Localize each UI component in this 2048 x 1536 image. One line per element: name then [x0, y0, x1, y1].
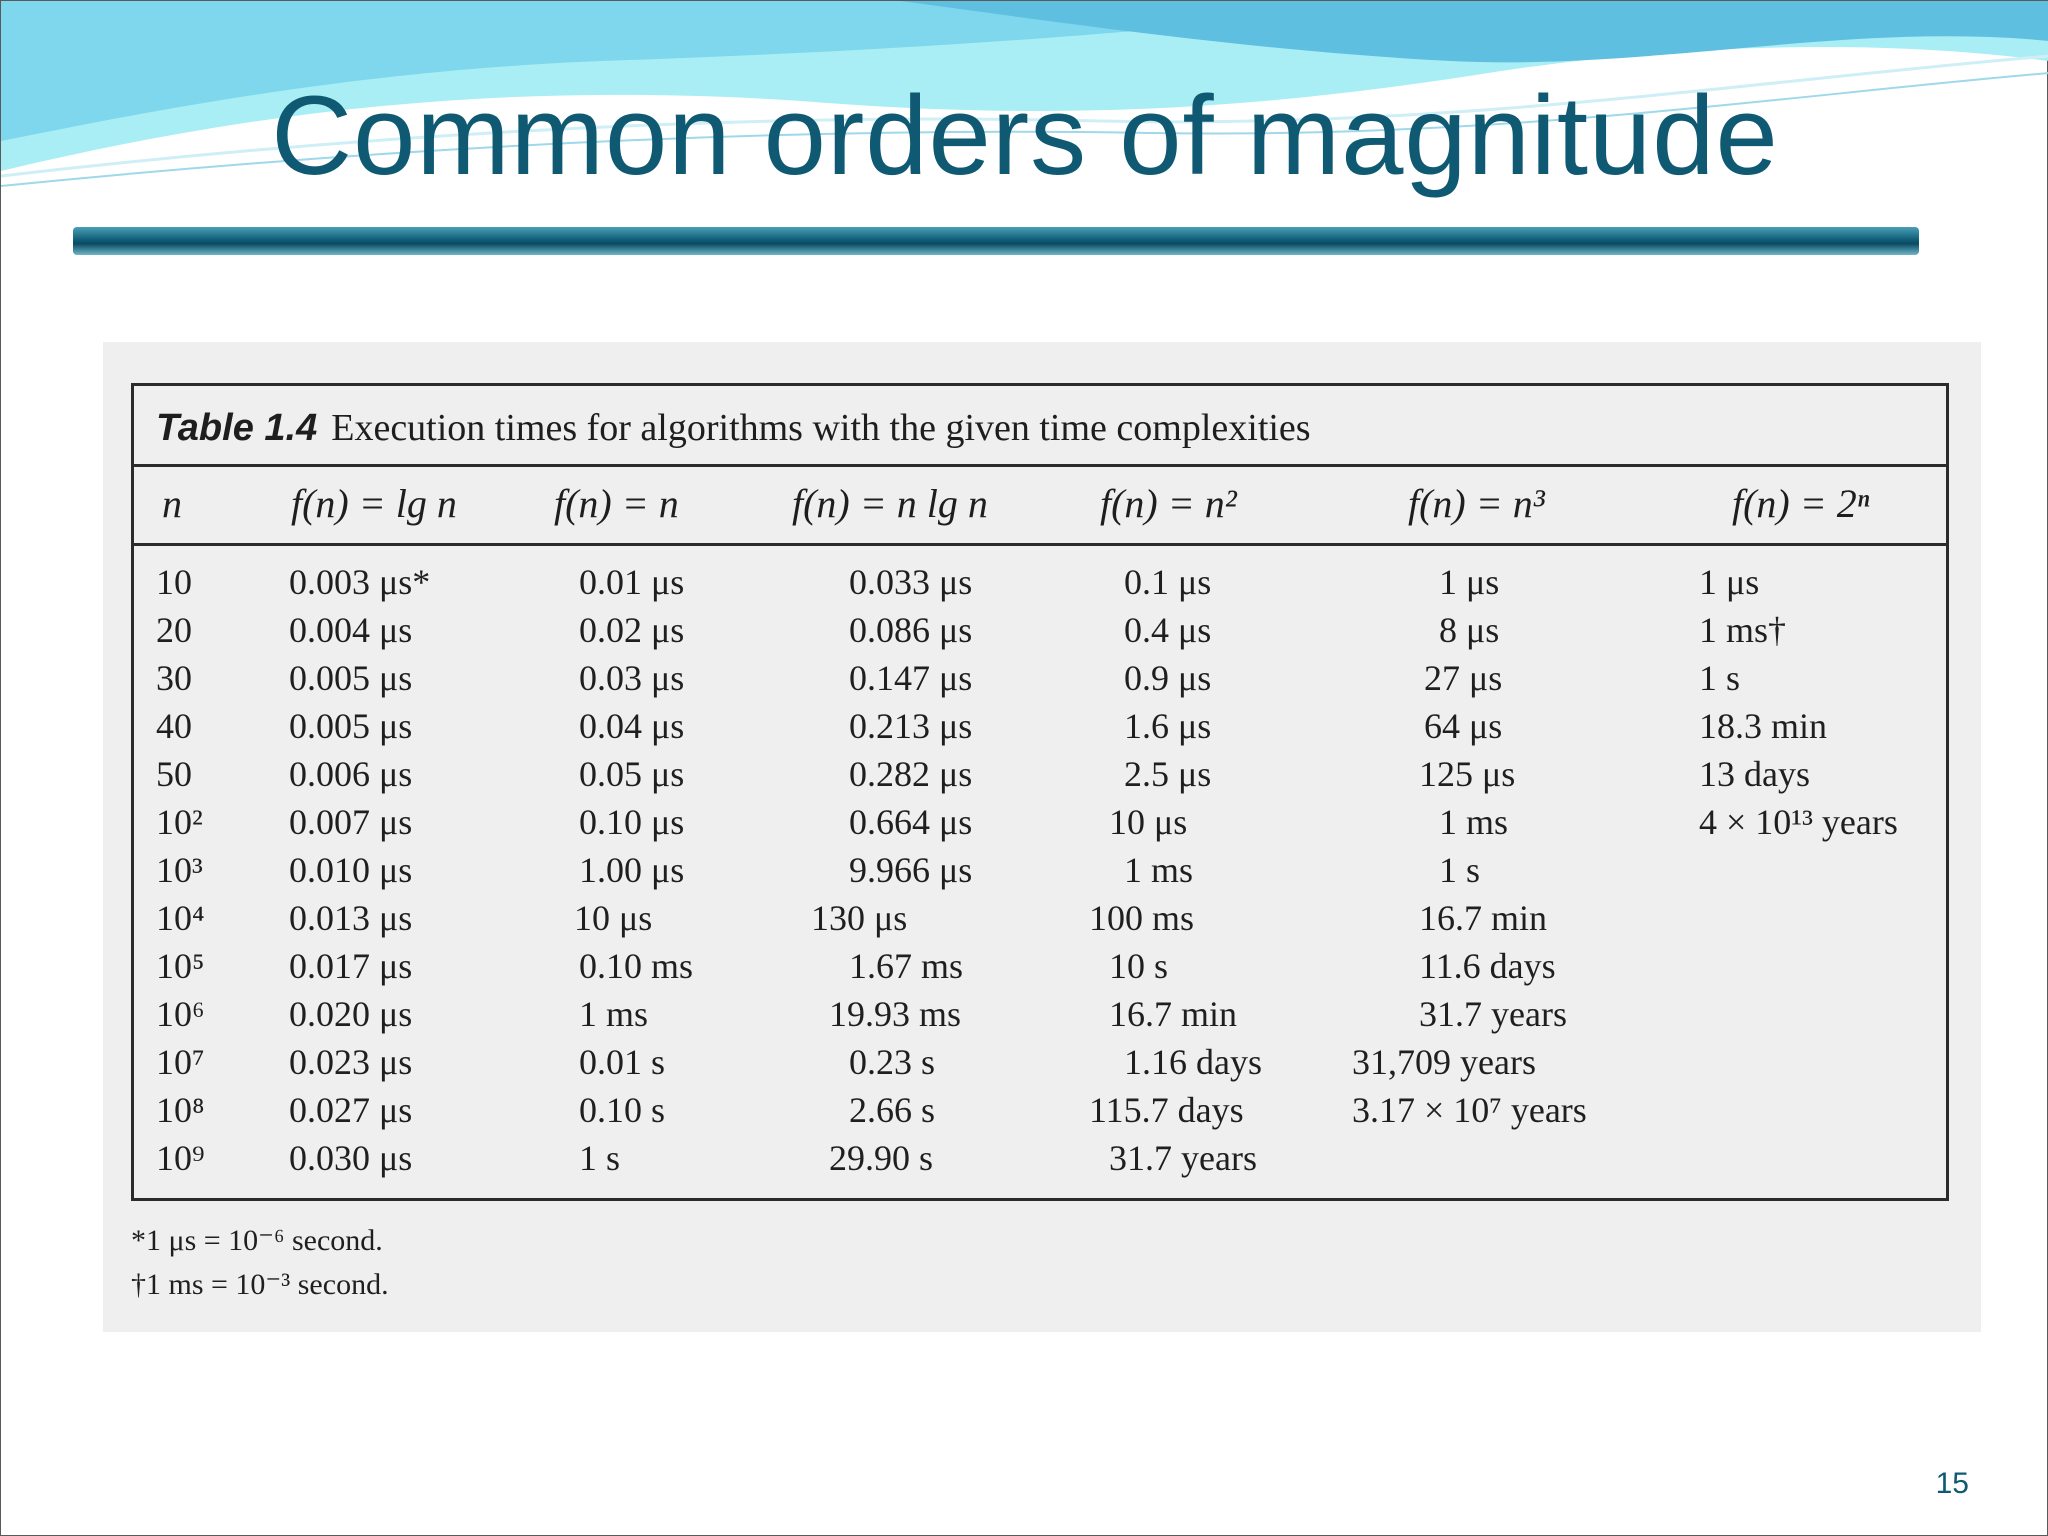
cell-n: 10 [156, 562, 192, 602]
cell-nlgn: 0.23 s [849, 1042, 936, 1082]
table-caption-text: Execution times for algorithms with the given time complexities [331, 407, 1311, 449]
cell-n3: 64 μs [1424, 706, 1503, 746]
cell-lgn: 0.030 μs [289, 1138, 413, 1178]
cell-n3: 8 μs [1439, 610, 1500, 650]
table-row [134, 894, 1946, 942]
cell-2n: 13 days [1699, 754, 1810, 794]
table-label: Table 1.4 [156, 407, 318, 449]
cell-n-linear: 0.02 μs [579, 610, 685, 650]
cell-n: 40 [156, 706, 192, 746]
cell-2n: 1 ms† [1699, 610, 1787, 650]
cell-lgn: 0.017 μs [289, 946, 413, 986]
cell-2n: 1 s [1699, 658, 1741, 698]
cell-lgn: 0.013 μs [289, 898, 413, 938]
header-n: n [162, 481, 182, 526]
cell-lgn: 0.005 μs [289, 658, 413, 698]
footnote-millisecond: †1 ms = 10⁻³ second. [131, 1268, 389, 1301]
header-n-linear: f(n) = n [554, 481, 679, 526]
execution-times-table [131, 383, 1949, 1201]
table-row [134, 558, 1946, 606]
cell-nlgn: 0.147 μs [849, 658, 973, 698]
cell-nlgn: 1.67 ms [849, 946, 964, 986]
cell-lgn: 0.003 μs* [289, 562, 431, 602]
cell-n-linear: 0.01 s [579, 1042, 666, 1082]
cell-n: 10⁵ [156, 946, 205, 986]
table-row [134, 1038, 1946, 1086]
slide-title: Common orders of magnitude [271, 73, 1779, 198]
cell-lgn: 0.010 μs [289, 850, 413, 890]
cell-n2: 0.4 μs [1124, 610, 1212, 650]
cell-lgn: 0.023 μs [289, 1042, 413, 1082]
cell-lgn: 0.005 μs [289, 706, 413, 746]
table-row [134, 798, 1946, 846]
table-body [134, 558, 1946, 1182]
cell-n-linear: 0.10 μs [579, 802, 685, 842]
cell-n2: 2.5 μs [1124, 754, 1212, 794]
cell-nlgn: 2.66 s [849, 1090, 936, 1130]
cell-n-linear: 0.04 μs [579, 706, 685, 746]
cell-lgn: 0.027 μs [289, 1090, 413, 1130]
cell-nlgn: 0.086 μs [849, 610, 973, 650]
cell-n3: 1 ms [1439, 802, 1509, 842]
cell-n2: 10 μs [1109, 802, 1188, 842]
cell-n: 10³ [156, 850, 203, 890]
cell-n3: 125 μs [1419, 754, 1516, 794]
cell-n2: 1.6 μs [1124, 706, 1212, 746]
footnote-microsecond: *1 μs = 10⁻⁶ second. [131, 1224, 383, 1257]
cell-n3: 11.6 days [1419, 946, 1556, 986]
cell-n-linear: 0.01 μs [579, 562, 685, 602]
cell-nlgn: 0.033 μs [849, 562, 973, 602]
cell-n: 10⁸ [156, 1090, 205, 1130]
cell-lgn: 0.007 μs [289, 802, 413, 842]
table-row [134, 990, 1946, 1038]
cell-n-linear: 1 s [579, 1138, 621, 1178]
cell-n3: 1 s [1439, 850, 1481, 890]
table-row [134, 606, 1946, 654]
header-n-lg-n: f(n) = n lg n [792, 481, 988, 526]
cell-n3: 16.7 min [1419, 898, 1548, 938]
title-divider [73, 227, 1919, 255]
cell-nlgn: 0.213 μs [849, 706, 973, 746]
cell-lgn: 0.006 μs [289, 754, 413, 794]
cell-lgn: 0.020 μs [289, 994, 413, 1034]
cell-nlgn: 0.282 μs [849, 754, 973, 794]
cell-n-linear: 0.03 μs [579, 658, 685, 698]
cell-n: 20 [156, 610, 192, 650]
cell-n: 30 [156, 658, 192, 698]
cell-n2: 0.1 μs [1124, 562, 1212, 602]
cell-n3: 27 μs [1424, 658, 1503, 698]
cell-n3: 3.17 × 10⁷ years [1352, 1090, 1587, 1130]
header-n-squared: f(n) = n² [1100, 481, 1237, 526]
cell-nlgn: 19.93 ms [829, 994, 962, 1034]
cell-nlgn: 130 μs [811, 898, 908, 938]
cell-n3: 31.7 years [1419, 994, 1567, 1034]
cell-n: 10⁷ [156, 1042, 205, 1082]
cell-n2: 1 ms [1124, 850, 1194, 890]
table-row [134, 654, 1946, 702]
cell-nlgn: 29.90 s [829, 1138, 934, 1178]
table-row [134, 1086, 1946, 1134]
table-rule [134, 543, 1946, 546]
header-n-cubed: f(n) = n³ [1408, 481, 1545, 526]
cell-n: 50 [156, 754, 192, 794]
cell-n-linear: 0.10 s [579, 1090, 666, 1130]
cell-n2: 115.7 days [1089, 1090, 1244, 1130]
cell-n-linear: 0.05 μs [579, 754, 685, 794]
table-rule [134, 464, 1946, 467]
cell-2n: 18.3 min [1699, 706, 1828, 746]
cell-nlgn: 9.966 μs [849, 850, 973, 890]
cell-n-linear: 10 μs [574, 898, 653, 938]
cell-n: 10⁶ [156, 994, 205, 1034]
table-row [134, 942, 1946, 990]
cell-n-linear: 1 ms [579, 994, 649, 1034]
table-row [134, 1134, 1946, 1182]
cell-n2: 0.9 μs [1124, 658, 1212, 698]
cell-n-linear: 0.10 ms [579, 946, 694, 986]
cell-n2: 16.7 min [1109, 994, 1238, 1034]
cell-lgn: 0.004 μs [289, 610, 413, 650]
cell-n: 10² [156, 802, 203, 842]
cell-n2: 1.16 days [1124, 1042, 1262, 1082]
cell-n3: 1 μs [1439, 562, 1500, 602]
table-caption [156, 400, 1311, 456]
cell-n2: 31.7 years [1109, 1138, 1257, 1178]
cell-n-linear: 1.00 μs [579, 850, 685, 890]
cell-n2: 100 ms [1089, 898, 1195, 938]
cell-n: 10⁹ [156, 1138, 205, 1178]
cell-n3: 31,709 years [1352, 1042, 1536, 1082]
table-row [134, 846, 1946, 894]
cell-2n: 4 × 10¹³ years [1699, 802, 1898, 842]
table-footnotes [131, 1219, 389, 1307]
page-number: 15 [1935, 1467, 1969, 1500]
header-2-pow-n: f(n) = 2ⁿ [1732, 481, 1870, 526]
cell-nlgn: 0.664 μs [849, 802, 973, 842]
table-row [134, 702, 1946, 750]
cell-2n: 1 μs [1699, 562, 1760, 602]
cell-n2: 10 s [1109, 946, 1169, 986]
cell-n: 10⁴ [156, 898, 205, 938]
header-lg-n: f(n) = lg n [291, 481, 457, 526]
table-header-row [134, 474, 1946, 534]
table-row [134, 750, 1946, 798]
